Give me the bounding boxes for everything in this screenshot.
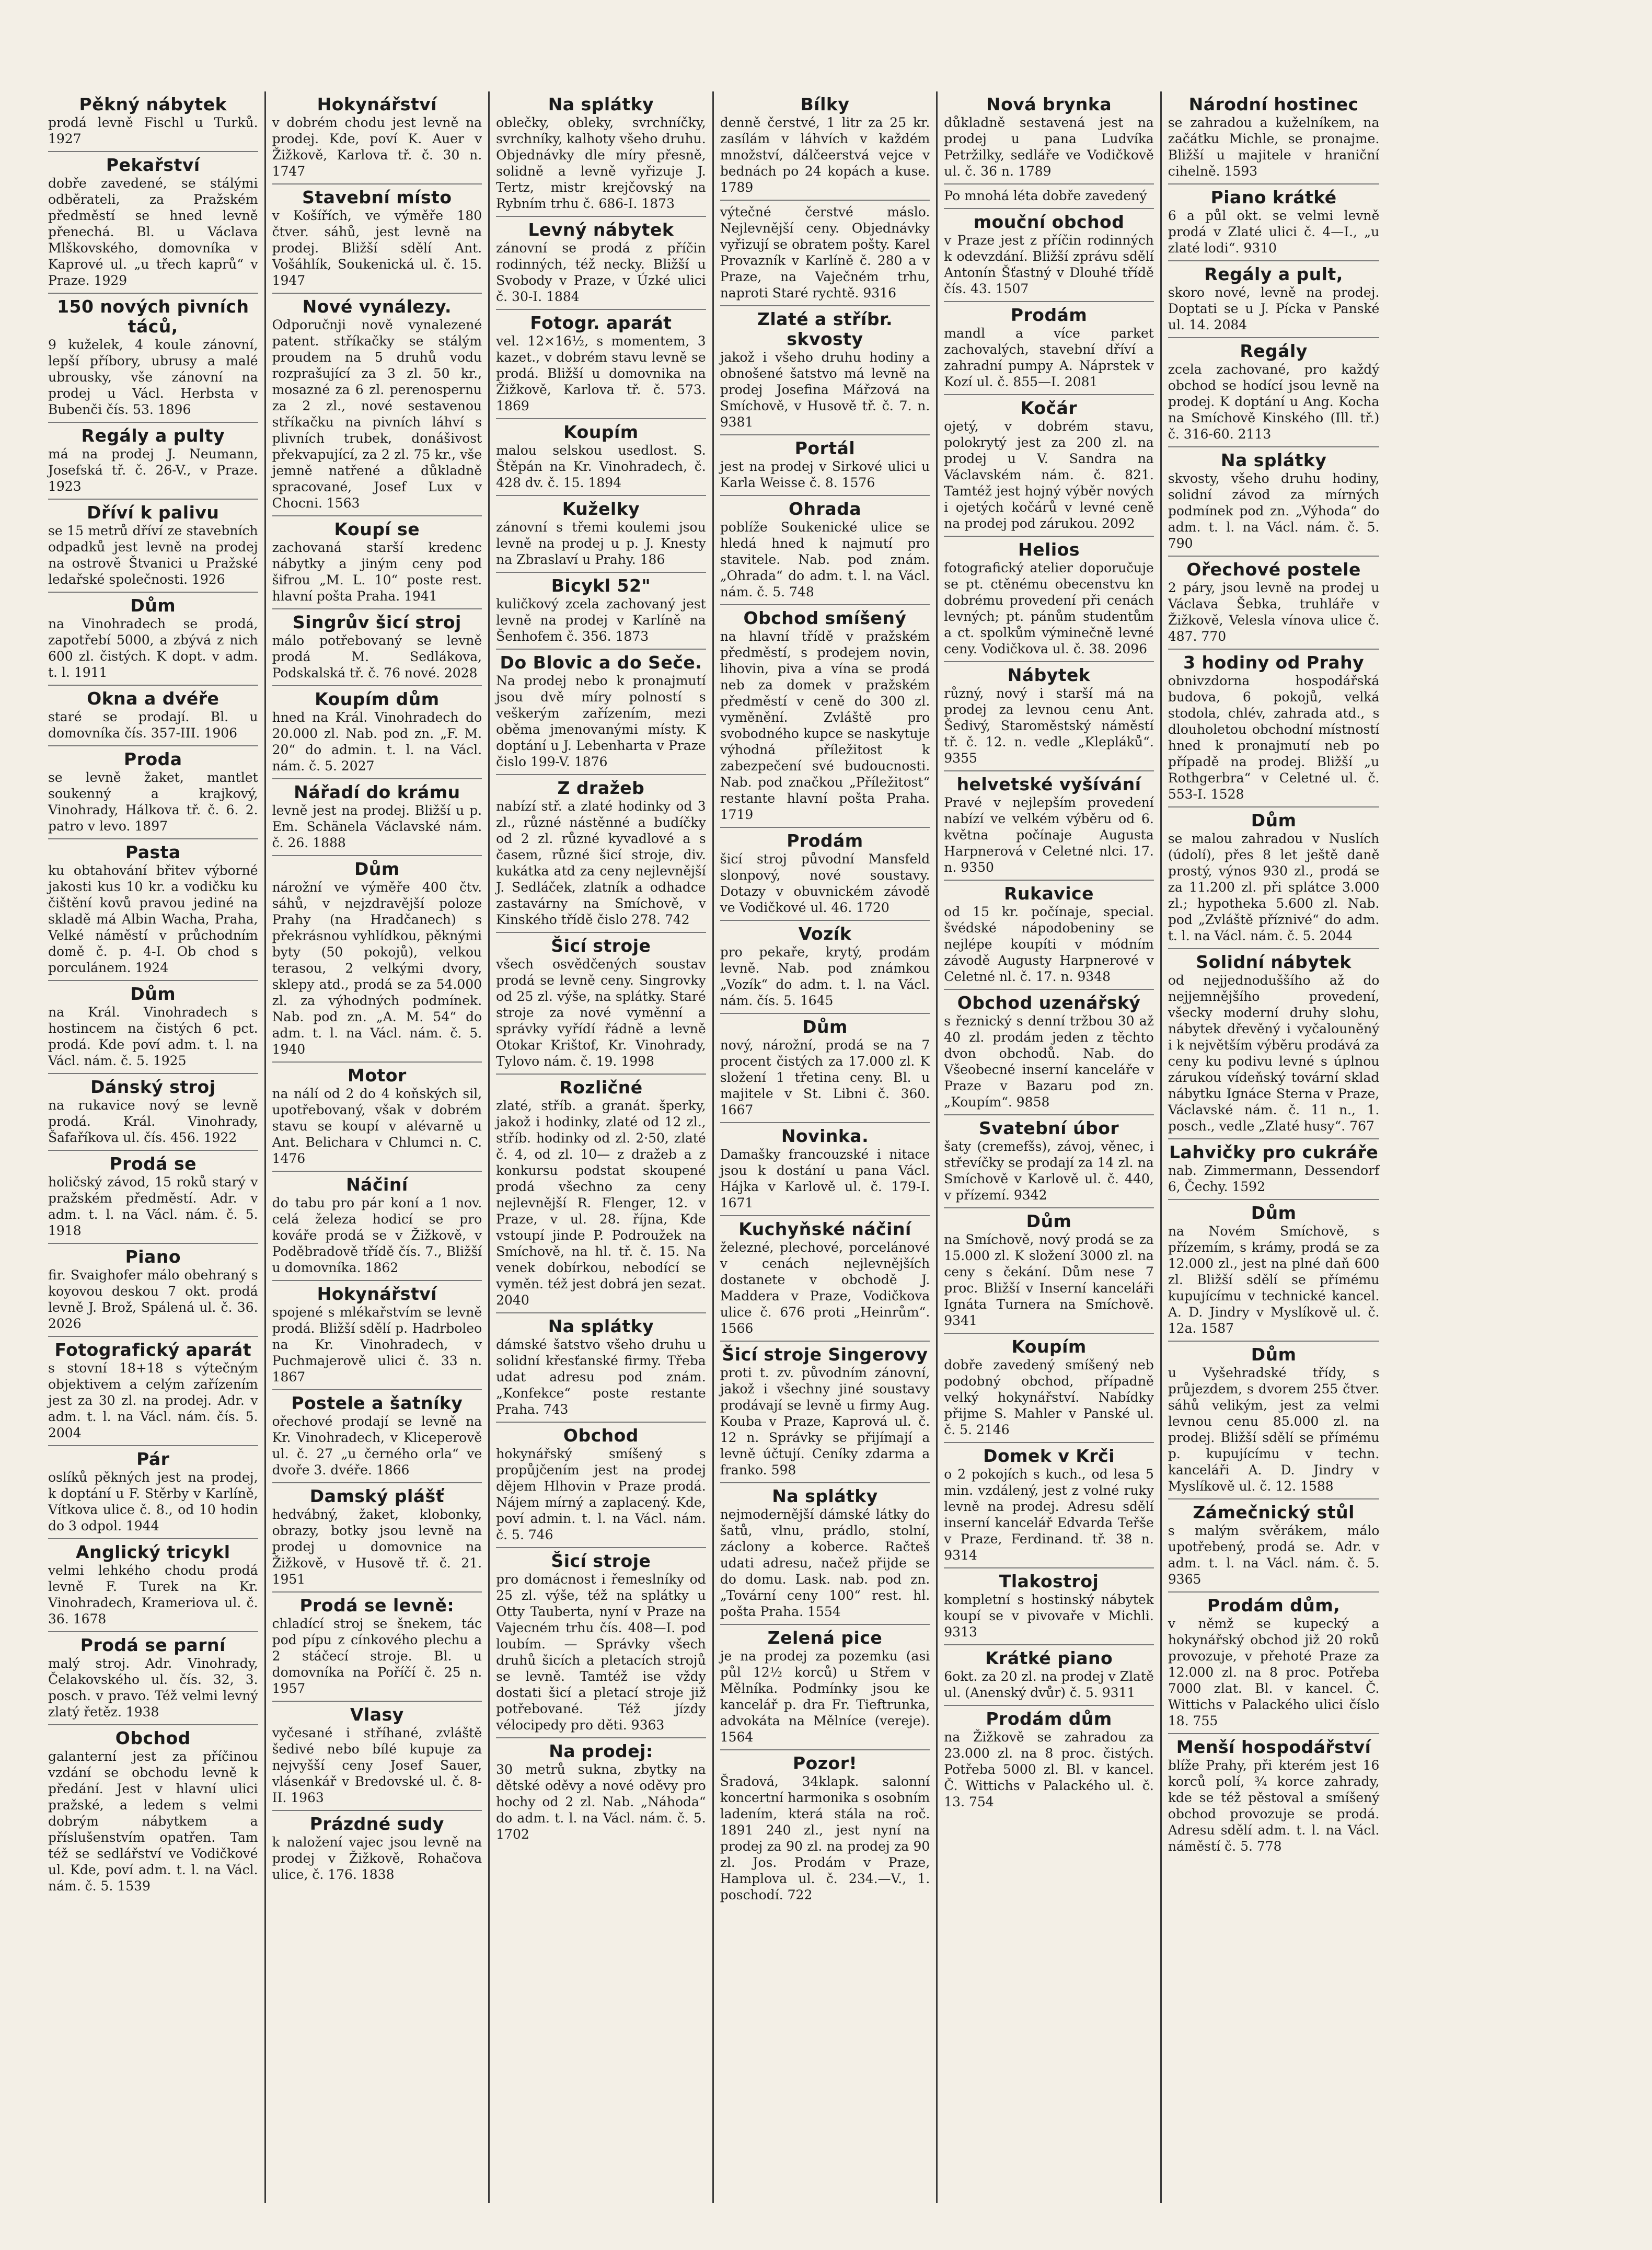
classified-ad xyxy=(272,686,482,779)
ad-body: denně čerstvé, 1 litr za 25 kr. zasílám v láhvích v každém množství, dálčeerstvá vejce v bednách po 24 kopách a kuse. 1789 xyxy=(720,115,930,195)
ad-heading: Nová brynka xyxy=(986,94,1112,114)
classified-ad xyxy=(1168,1593,1380,1734)
ad-heading: Prodá se parní xyxy=(80,1635,226,1655)
classified-ad xyxy=(272,1702,482,1811)
ad-heading: Krátké piano xyxy=(985,1648,1113,1668)
ad-column xyxy=(490,91,714,2203)
ad-body: se zahradou a kuželníkem, na začátku Michle, se pronajme. Bližší u majitele v hraniční cihelně. 1593 xyxy=(1168,115,1380,179)
ad-heading: Prázdné sudy xyxy=(309,1814,444,1834)
ad-body: na Vinohradech se prodá, zapotřebí 5000, a zbývá z nich 600 zl. čistých. K dopt. v adm. t. l. 1911 xyxy=(48,616,258,680)
classified-ad xyxy=(48,1244,258,1337)
ad-column xyxy=(266,91,490,2203)
classified-ad xyxy=(496,775,706,933)
ad-heading: Na splátky xyxy=(1220,450,1327,470)
classified-ad xyxy=(48,746,258,839)
classified-ad xyxy=(48,593,258,686)
ad-heading: Regály a pulty xyxy=(81,425,225,446)
ad-heading: mouční obchod xyxy=(973,212,1125,232)
ad-heading: Šicí stroje xyxy=(551,936,651,956)
ad-heading: Okna a dvéře xyxy=(87,688,220,709)
ad-body: vel. 12×16½, s momentem, 3 kazet., v dobrém stavu levně se prodá. Bližší u domovnika na Žižkově, Karlova tř. č. 573. 1869 xyxy=(496,333,706,413)
ad-body: proti t. zv. původním zánovní, jakož i všechny jiné soustavy prodávají se levně u firmy Aug. Kouba v Praze, Kaprová ul. č. 12 n. Správky se přijímají a levně účtují. Ceníky zdarma a franko. 598 xyxy=(720,1365,930,1478)
ad-heading: Domek v Krči xyxy=(983,1446,1115,1466)
ad-column xyxy=(42,91,266,2203)
ad-body: staré se prodají. Bl. u domovníka čís. 357-III. 1906 xyxy=(48,709,258,741)
classified-ad xyxy=(944,1208,1154,1334)
classified-ad xyxy=(272,294,482,516)
ad-body: u Vyšehradské třídy, s průjezdem, s dvorem 255 čtver. sáhů velikým, jest za velmi levnou cenu 85.000 zl. na prodej. Bližší sdělí se přímému p. kupujícímu v techn. kanceláři A. D. Jindry v Myslíkově ul. č. 12. 1588 xyxy=(1168,1365,1380,1494)
ad-heading: Ohrada xyxy=(789,499,861,519)
ad-heading: Prodám xyxy=(1010,305,1088,325)
ad-column xyxy=(938,91,1162,2203)
ad-heading: Dům xyxy=(802,1017,848,1037)
classified-ad xyxy=(720,201,930,306)
classified-ad xyxy=(944,302,1154,395)
ad-heading: Fotogr. aparát xyxy=(530,313,672,333)
ad-heading: Solidní nábytek xyxy=(1196,952,1351,972)
classified-ad xyxy=(48,294,258,423)
ad-body: na Novém Smíchově, s přízemím, s krámy, prodá se za 12.000 zl., jest na plné daň 600 zl. Bližší sdělí se přímému kupujícímu v technické kancel. A. D. Jindry v Myslíkově ul. č. 12a. 1587 xyxy=(1168,1224,1380,1336)
classified-ad xyxy=(496,1738,706,1847)
ad-body: málo potřebovaný se levně prodá M. Sedlákova, Podskalská tř. č. 76 nové. 2028 xyxy=(272,633,482,680)
ad-heading: Bicykl 52" xyxy=(551,575,651,596)
classified-ad xyxy=(944,91,1154,184)
ad-body: kuličkový zcela zachovaný jest levně na prodej v Karlíně na Šenhofem č. 356. 1873 xyxy=(496,596,706,644)
ad-heading: Obchod uzenářský xyxy=(957,993,1141,1013)
classified-ad xyxy=(48,91,258,152)
ad-heading: Na splátky xyxy=(772,1486,878,1506)
ad-body: Damašky francouzské i nitace jsou k dostání u pana Václ. Hájka v Karlově ul. č. 179-I. 1671 xyxy=(720,1147,930,1210)
classified-ad xyxy=(720,435,930,496)
ad-body: oslíků pěkných jest na prodej, k doptání u F. Stěrby v Karlíně, Vítkova ulice č. 8., od 10 hodin do 3 odpol. 1944 xyxy=(48,1470,258,1533)
ad-body: Na prodej nebo k pronajmutí jsou dvě míry polností s veškerým zařízením, mezi oběma jmenovanými místy. K doptání u J. Lebenharta v Praze čislo 199-V. 1876 xyxy=(496,673,706,769)
ad-body: nab. Zimmermann, Dessendorf 6, Čechy. 1592 xyxy=(1168,1163,1380,1194)
ad-heading: Náčiní xyxy=(346,1174,408,1195)
classified-ad xyxy=(944,990,1154,1115)
ad-heading: Pozor! xyxy=(792,1753,858,1773)
classified-ad xyxy=(1168,557,1380,650)
ad-body: skvosty, všeho druhu hodiny, solidní závod za mírných podmínek pod zn. „Výhoda“ do adm. t. l. na Václ. nám. č. 5. 790 xyxy=(1168,471,1380,551)
ad-heading: Dům xyxy=(130,984,176,1004)
ad-heading: Dům xyxy=(1251,810,1297,830)
ad-body: s stovní 18+18 s výtečným objektivem a celým zařízením jest za 30 zl. na prodej. Adr. v adm. t. l. na Václ. nám. čís. 5. 2004 xyxy=(48,1360,258,1440)
classified-ad xyxy=(720,1483,930,1625)
ad-heading: Zámečnický stůl xyxy=(1193,1502,1355,1522)
ad-heading: Obchod xyxy=(115,1728,191,1748)
ad-heading: Proda xyxy=(124,749,182,769)
ad-heading: Prodám xyxy=(787,830,863,851)
classified-ad xyxy=(48,500,258,593)
ad-body: 30 metrů sukna, zbytky na dětské oděvy a nové oděvy pro hochy od 2 zl. Nab. „Náhoda“ do adm. t. l. na Václ. nám. č. 5. 1702 xyxy=(496,1762,706,1842)
ad-heading: Zlaté a stříbr. skvosty xyxy=(757,309,893,349)
ad-body: pro pekaře, krytý, prodám levně. Nab. pod známkou „Vozík“ do adm. t. l. na Václ. nám. čís. 5. 1645 xyxy=(720,944,930,1008)
ad-body: různý, nový i starší má na prodej za levnou cenu Ant. Šedivý, Staroměstský náměstí tř. č. 12. n. vedle „Klepláků“. 9355 xyxy=(944,686,1154,766)
ad-heading: 3 hodiny od Prahy xyxy=(1183,652,1365,673)
ad-body: dobře zavedené, se stálými odběrateli, za Pražském předměstí se hned levně přenechá. Bl. u Václava Mlškovského, domovníka v Kaprové ul. „u třech kaprů“ v Praze. 1929 xyxy=(48,176,258,288)
classified-ad xyxy=(48,1446,258,1539)
classified-ad xyxy=(48,1725,258,1898)
ad-body: s malým svěrákem, málo upotřebený, prodá se. Adr. v adm. t. l. na Václ. nám. č. 5. 9365 xyxy=(1168,1523,1380,1587)
classified-ad xyxy=(944,1645,1154,1706)
ad-heading: Dánský stroj xyxy=(90,1077,216,1097)
ad-body: s řeznický s denní tržbou 30 až 40 zl. prodám jeden z těchto dvon obchodů. Nab. do Všeobecné inserní kanceláře v Praze v Bazaru pod zn. „Koupím“. 9858 xyxy=(944,1013,1154,1110)
classified-ad xyxy=(1168,184,1380,261)
ad-body: na Smíchově, nový prodá se za 15.000 zl. K složení 3000 zl. na ceny s čekání. Dům nese 7 proc. Bližší v Inserní kanceláři Ignáta Turnera na Smíchově. 9341 xyxy=(944,1232,1154,1328)
ad-body: všech osvědčených soustav prodá se levně ceny. Singrovky od 25 zl. výše, na splátky. Staré stroje za nové vyměnní a správky vyřídí řádně a levně Otokar Krištof, Kr. Vinohrady, Tylovo nám. č. 19. 1998 xyxy=(496,956,706,1069)
ad-body: poblíže Soukenické ulice se hledá hned k najmutí pro stavitele. Nab. pod znám. „Ohrada“ do adm. t. l. na Václ. nám. č. 5. 748 xyxy=(720,520,930,599)
classified-ad xyxy=(48,686,258,746)
ad-heading: Pár xyxy=(136,1449,170,1469)
ad-heading: Postele a šatníky xyxy=(291,1393,463,1413)
classified-ad xyxy=(272,609,482,686)
ad-heading: Dům xyxy=(1026,1211,1072,1231)
ad-body: malý stroj. Adr. Vinohrady, Čelakovského ul. čís. 32, 3. posch. v pravo. Též velmi levný zlatý řetěz. 1938 xyxy=(48,1656,258,1720)
classified-ad xyxy=(944,662,1154,771)
ad-heading: Singrův šicí stroj xyxy=(292,612,461,632)
ad-heading: Vlasy xyxy=(350,1704,404,1725)
ad-heading: Nářadí do krámu xyxy=(294,782,460,802)
ad-heading: Koupím dům xyxy=(315,689,440,709)
classified-ad xyxy=(272,1483,482,1593)
classified-ad xyxy=(944,1568,1154,1645)
ad-body: je na prodej za pozemku (asi půl 12¹⁄₂ korců) u Střem v Mělníka. Podmínky jsou ke kancelář p. dra Fr. Tieftrunka, advokáta na Mělníce (vereje). 1564 xyxy=(720,1648,930,1745)
classified-ad xyxy=(1168,1342,1380,1499)
classified-ad xyxy=(496,496,706,573)
ad-heading: Novinka. xyxy=(781,1126,869,1146)
classified-ad xyxy=(720,605,930,828)
ad-body: šaty (cremefšs), závoj, věnec, i střevíčky se prodají za 14 zl. na Smíchově v Karlově ul. č. 440, v přízemí. 9342 xyxy=(944,1139,1154,1203)
ad-heading: Stavební místo xyxy=(302,187,452,207)
ad-heading: Prodám dům xyxy=(986,1709,1112,1729)
ad-body: velmi lehkého chodu prodá levně F. Turek na Kr. Vinohradech, Krameriova ul. č. 36. 1678 xyxy=(48,1563,258,1626)
ad-body: výtečné čerstvé máslo. Nejlevnější ceny. Objednávky vyřizují se obratem pošty. Karel Provazník v Karlíně č. 280 a v Praze, na Vaječném trhu, naproti Staré rychtě. 9316 xyxy=(720,204,930,301)
ad-body: fotografický atelier doporučuje se pt. ctěnému obecenstvu kn dobrému provedení při cenách levných; pt. pánům studentům a ct. spolkům výminečně levné ceny. Vodičkova ul. č. 38. 2096 xyxy=(944,560,1154,656)
ad-body: o 2 pokojích s kuch., od lesa 5 min. vzdálený, jest z volné ruky levně na prodej. Adresu sdělí inserní kancelář Edvarda Teřše v Praze, Ferdinand. tř. 38 n. 9314 xyxy=(944,1467,1154,1563)
classified-ad xyxy=(944,184,1154,209)
classified-ad xyxy=(496,419,706,496)
ad-body: kompletní s hostinský nábytek koupí se v pivovaře v Michli. 9313 xyxy=(944,1592,1154,1640)
classified-ad xyxy=(48,839,258,981)
ad-body: nejmodernější dámské látky do šatů, vlnu, prádlo, stolní, záclony a koberce. Račteš udati adresu, načež přijde se do domu. Lask. nab. pod zn. „Tovární ceny 100“ rest. hl. pošta Praha. 1554 xyxy=(720,1507,930,1619)
ad-body: malou selskou usedlost. S. Štěpán na Kr. Vinohradech, č. 428 dv. č. 15. 1894 xyxy=(496,443,706,490)
ad-heading: Piano xyxy=(125,1247,181,1267)
classified-ad xyxy=(272,1281,482,1390)
ad-body: prodá levně Fischl u Turků. 1927 xyxy=(48,115,258,146)
ad-body: fir. Svaighofer málo obehraný s koyovou deskou 7 okt. prodá levně J. Brož, Spálená ul. č. 36. 2026 xyxy=(48,1267,258,1331)
ad-heading: Národní hostinec xyxy=(1188,94,1359,114)
ad-heading: Na splátky xyxy=(548,94,654,114)
ad-body: zcela zachované, pro každý obchod se hodící jsou levně na prodej. K doptání u Ang. Kocha na Smíchově Kinského (Ill. tř.) č. 316-60. 2113 xyxy=(1168,362,1380,442)
ad-heading: Kuželky xyxy=(562,499,640,519)
ad-heading: Pasta xyxy=(125,842,181,862)
ad-body: do tabu pro pár koní a 1 nov. celá železa hodicí se pro kováře prodá se v Žižkově, v Poděbradově třídě čís. 7., Bližší u domovníka. 1862 xyxy=(272,1195,482,1275)
classified-ad xyxy=(944,1706,1154,1814)
ad-heading: Dům xyxy=(354,859,400,879)
classified-ad xyxy=(496,1313,706,1423)
ad-heading: Hokynářství xyxy=(317,94,437,114)
ad-body: se levně žaket, mantlet soukenný a krajkový, Vinohrady, Hálkova tř. č. 6. 2. patro v levo. 1897 xyxy=(48,770,258,834)
ad-heading: Nové vynálezy. xyxy=(302,296,452,317)
ad-heading: Koupím xyxy=(1011,1336,1087,1357)
ad-body: Odporučnji nově vynalezené patent. stříkačky se stálým proudem na 5 druhů vodu rozprašující za 3 zl. 50 kr., mosazné za 6 zl. perenospernu za 2 zl., nové sestavenou stříkačku na pivních láhví s plivních trubek, donášivost překvapující, za 2 zl. 75 kr., vše jemně natřené a důkladně spracované, Josef Lux v Chocni. 1563 xyxy=(272,317,482,511)
classified-ad xyxy=(496,91,706,217)
classified-ad xyxy=(272,1063,482,1172)
ad-heading: Motor xyxy=(347,1065,407,1086)
ad-body: obnivzdorna hospodářská budova, 6 pokojů, velká stodola, chlév, zahrada atd., s dlouholetou obchodní místností hned k pronajmutí neb po případě na prodej. Bližší „u Rothgerbra“ v Celetné ul. č. 553-I. 1528 xyxy=(1168,673,1380,802)
ad-heading: Helios xyxy=(1018,539,1080,560)
ad-body: 9 kuželek, 4 koule zánovní, lepší příbory, ubrusy a malé ubrousky, vše zánovní na prodej u Václ. Herbsta v Bubenči čís. 53. 1896 xyxy=(48,337,258,417)
classified-ad xyxy=(1168,261,1380,338)
ad-heading: Na prodej: xyxy=(549,1741,653,1761)
classified-ad xyxy=(944,771,1154,881)
ad-heading: Na splátky xyxy=(548,1316,654,1336)
ad-body: blíže Prahy, při kterém jest 16 korců polí, ³⁄₄ korce zahrady, kde se též pěstoval a smíšený obchod provozuje se prodá. Adresu sdělí adm. t. l. na Václ. náměstí č. 5. 778 xyxy=(1168,1758,1380,1854)
ad-heading: Svatební úbor xyxy=(978,1118,1119,1138)
ad-heading: Portál xyxy=(794,438,856,458)
ad-body: Pravé v nejlepším provedení nabízí ve velkém výběru od 6. května počínaje Augusta Harpnerová v Celetné nlci. 17. n. 9350 xyxy=(944,795,1154,875)
ad-body: v Praze jest z příčin rodinných k odevzdání. Bližší zprávu sdělí Antonín Šťastný v Dlouhé třídě čís. 43. 1507 xyxy=(944,233,1154,296)
ad-heading: Do Blovic a do Seče. xyxy=(500,652,702,673)
classified-ad xyxy=(272,1811,482,1887)
ad-body: levně jest na prodej. Bližší u p. Em. Schänela Václavské nám. č. 26. 1888 xyxy=(272,803,482,850)
ad-heading: Tlakostroj xyxy=(999,1571,1099,1591)
classified-ad xyxy=(272,856,482,1063)
ad-body: 6okt. za 20 zl. na prodej v Zlatě ul. (Anenský dvůr) č. 5. 9311 xyxy=(944,1669,1154,1700)
ad-heading: Kočár xyxy=(1020,398,1078,418)
ad-body: má na prodej J. Neumann, Josefská tř. č. 26-V., v Praze. 1923 xyxy=(48,446,258,494)
ad-body: železné, plechové, porcelánové v cenách nejlevnějších dostanete v obchodě J. Maddera v Praze, Vodičkova ulice č. 676 proti „Heinrům“. 1566 xyxy=(720,1240,930,1336)
ad-body: na rukavice nový se levně prodá. Král. Vinohrady, Šafaříkova ul. čís. 456. 1922 xyxy=(48,1098,258,1145)
classified-ad xyxy=(272,516,482,609)
ad-column xyxy=(714,91,938,2203)
ad-body: galanterní jest za příčinou vzdání se obchodu levně k předání. Jest v hlavní ulici pražské, a ledem s velmi dobrým nábytkem a příslušenstvím opatřen. Tam též se sedlářství ve Vodičkové ul. Kde, poví adm. t. l. na Václ. nám. č. 5. 1539 xyxy=(48,1749,258,1894)
ad-heading: Anglický tricykl xyxy=(76,1542,230,1562)
ad-heading: Obchod xyxy=(563,1425,639,1446)
ad-heading: 150 nových pivních táců, xyxy=(57,296,249,337)
ad-body: nový, nárožní, prodá se na 7 procent čistých za 17.000 zl. K složení 1 třetina ceny. Bl. u majitele v St. Libni č. 360. 1667 xyxy=(720,1037,930,1117)
ad-body: na Žižkově se zahradou za 23.000 zl. na 8 proc. čistých. Potřeba 5000 zl. Bl. v kancel. Č. Wittichs v Palackého ul. č. 13. 754 xyxy=(944,1729,1154,1809)
ad-heading: Dům xyxy=(1251,1344,1297,1365)
ad-body: holičský závod, 15 roků starý v pražském předměstí. Adr. v adm. t. l. na Václ. nám. č. 5. 1918 xyxy=(48,1174,258,1238)
ad-heading: Prodám dům, xyxy=(1207,1595,1341,1616)
classified-ad xyxy=(720,306,930,435)
classified-ad xyxy=(48,152,258,294)
classified-ad xyxy=(48,981,258,1074)
ad-body: na nálí od 2 do 4 koňských sil, upotřebovaný, však v dobrém stavu se koupí v alévarně u Ant. Belichara v Chlumci n. C. 1476 xyxy=(272,1086,482,1166)
ad-heading: Dříví k palivu xyxy=(87,502,220,523)
ad-heading: Levný nábytek xyxy=(528,220,674,240)
classified-ad xyxy=(496,1548,706,1738)
ad-body: Šradová, 34klapk. salonní koncertní harmonika s osobním ladením, která stála na roč. 1891 240 zl., jest nyní na prodej za 90 zl. na prodej za 90 zl. Jos. Prodám v Praze, Hamplova ul. č. 234.—V., 1. poschodí. 722 xyxy=(720,1774,930,1902)
classified-ad xyxy=(496,1423,706,1548)
classified-ad xyxy=(1168,91,1380,184)
classified-ad xyxy=(720,1216,930,1342)
ad-body: v němž se kupecký a hokynářský obchod již 20 roků provozuje, v přehoté Praze za 12.000 zl. na 8 proc. Potřeba 7000 zlat. Bl. v kancel. Č. Wittichs v Palackého ulici číslo 18. 755 xyxy=(1168,1616,1380,1728)
classified-ad xyxy=(496,650,706,775)
classified-ad xyxy=(1168,650,1380,807)
ad-body: nárožní ve výměře 400 čtv. sáhů, v nejzdravější poloze Prahy (na Hradčanech) s překrásnou vyhlídkou, pěknými byty (50 pokojů), velkou terasou, 2 velkými dvory, sklepy atd., prodá se za 54.000 zl. za výhodných podmínek. Nab. pod zn. „A. M. 54“ do adm. t. l. na Václ. nám. č. 5. 1940 xyxy=(272,880,482,1057)
classified-ad xyxy=(1168,807,1380,949)
ad-body: jakož i všeho druhu hodiny a obnošené šatstvo má levně na prodej Josefina Mářzová na Smíchově, v Husově tř. č. 7. n. 9381 xyxy=(720,350,930,430)
ad-body: zánovní s třemi koulemi jsou levně na prodej u p. J. Knesty na Zbraslaví u Prahy. 186 xyxy=(496,520,706,567)
ad-heading: Ořechové postele xyxy=(1186,559,1361,580)
classified-ad xyxy=(944,395,1154,537)
classified-ad xyxy=(48,423,258,500)
classified-ad xyxy=(1168,1499,1380,1593)
ad-body: jest na prodej v Sirkové ulici u Karla Weisse č. 8. 1576 xyxy=(720,459,930,490)
ad-heading: Regály xyxy=(1240,341,1308,361)
ad-body: nabízí stř. a zlaté hodinky od 3 zl., různé nástěnné a budíčky od 2 zl. různé kyvadlové a s časem, různé šicí stroje, div. kukátka atd za ceny nejlevnější J. Sedláček, zlatník a odhadce zastavárny na Smíchově, v Kinského třídě čislo 278. 742 xyxy=(496,799,706,927)
classified-ad xyxy=(944,1115,1154,1208)
ad-body: 6 a půl okt. se velmi levně prodá v Zlaté ulici č. 4—I., „u zlaté lodi“. 9310 xyxy=(1168,208,1380,256)
ad-body: dámské šatstvo všeho druhu u solidní křesťanské firmy. Třeba udat adresu pod znám. „Konfekce“ poste restante Praha. 743 xyxy=(496,1337,706,1417)
ad-body: oblečky, obleky, svrchníčky, svrchníky, kalhoty všeho druhu. Objednávky dle míry přesně, solidně a levně vyřizuje J. Tertz, mistr krejčovský na Rybním trhu č. 686-I. 1873 xyxy=(496,115,706,211)
ad-body: skoro nové, levně na prodej. Doptati se u J. Pícka v Panské ul. 14. 2084 xyxy=(1168,285,1380,332)
ad-heading: Piano krátké xyxy=(1210,187,1337,207)
ad-body: zlaté, stříb. a granát. šperky, jakož i hodinky, zlaté od 12 zl., stříb. hodinky od zl. 2·50, zlaté č. 4, od zl. 10— z dražeb a z konkursu podstat skoupené prodá všechno za ceny nejlevnější R. Flenger, 12. v Praze, v ul. 28. října, Kde vstoupí jinde P. Podroužek na Smíchově, na hl. tř. č. 15. Na venek dobírkou, nebodící se vyměn. též jest dobrá jen sezat. 2040 xyxy=(496,1098,706,1308)
ad-heading: Rozličné xyxy=(559,1077,643,1098)
ad-heading: Fotografický aparát xyxy=(54,1340,252,1360)
ad-body: 2 páry, jsou levně na prodej u Václava Šebka, truhláře v Žižkově, Velesla vínova ulice č. 487. 770 xyxy=(1168,580,1380,644)
ad-body: v dobrém chodu jest levně na prodej. Kde, poví K. Auer v Žižkově, Karlova tř. č. 30 n. 1747 xyxy=(272,115,482,179)
ad-heading: Prodá se levně: xyxy=(299,1595,455,1616)
classified-ad xyxy=(944,537,1154,662)
classified-ad xyxy=(1168,1200,1380,1342)
ad-body: od 15 kr. počínaje, special. švédské nápodobeniny se nejlépe koupíti v módním závodě Augusty Harpnerové v Celetné nl. č. 17. n. 9348 xyxy=(944,904,1154,984)
ad-heading: Hokynářství xyxy=(317,1284,437,1304)
ad-heading: Menší hospodářství xyxy=(1176,1737,1371,1757)
ad-heading: Dům xyxy=(130,595,176,616)
classified-ad xyxy=(272,779,482,856)
classified-ad xyxy=(496,573,706,650)
ad-body: dobře zavedený smíšený neb podobný obchod, případně velký hokynářství. Nabídky přijme S. Mahler v Panské ul. č. 5. 2146 xyxy=(944,1357,1154,1437)
ad-heading: Pěkný nábytek xyxy=(79,94,227,114)
ad-body: ojetý, v dobrém stavu, polokrytý jest za 200 zl. na prodej u V. Sandra na Václavském nám. č. 821. Tamtéž jest hojný výběr nových i ojetých kočárů v levné ceně na prodej pod zárukou. 2092 xyxy=(944,419,1154,531)
ad-body: od nejjednoduššího až do nejjemnějšího provedení, všecky moderní druhy slohu, nábytek dřevěný i vyčalouněný i k největším výběru prodává za ceny ku podivu levné s úplnou zárukou vídeňský tovární sklad nábytku Ignáce Sterna v Praze, Václavské nám. č. 11 n., 1. posch., vedle „Zlaté husy“. 767 xyxy=(1168,973,1380,1134)
classified-ad xyxy=(1168,447,1380,557)
classified-ad xyxy=(720,1625,930,1750)
ad-heading: Vozík xyxy=(798,924,852,944)
ad-columns xyxy=(42,91,1610,2203)
classified-ad xyxy=(48,1074,258,1151)
classified-ad xyxy=(944,209,1154,302)
ad-heading: Koupím xyxy=(563,422,639,442)
classified-ad xyxy=(1168,949,1380,1139)
ad-heading: helvetské vyšívání xyxy=(956,774,1141,794)
ad-body: se malou zahradou v Nuslích (údolí), přes 8 let ještě daně prostý, výnos 930 zl., prodá se za 11.200 zl. při splátce 3.000 zl.; hypotheka 5.600 zl. Nab. pod „Zvláště příznivé“ do adm. t. l. na Václ. nám. č. 5. 2044 xyxy=(1168,831,1380,943)
classified-ad xyxy=(720,1014,930,1123)
ad-heading: Dům xyxy=(1251,1203,1297,1223)
ad-heading: Damský plášť xyxy=(309,1486,444,1506)
classified-ad xyxy=(272,1172,482,1281)
classified-ad xyxy=(720,1123,930,1216)
ad-heading: Regály a pult, xyxy=(1204,264,1343,284)
classified-ad xyxy=(496,310,706,419)
ad-body: vyčesané i stříhané, zvláště šedivé nebo bílé kupuje za nejvyšší ceny Josef Sauer, vlásenkář v Bredovské ul. č. 8-II. 1963 xyxy=(272,1725,482,1805)
classified-ad xyxy=(944,881,1154,990)
ad-body: spojené s mlékařstvím se levně prodá. Bližší sdělí p. Hadrboleo na Kr. Vinohradech, v Puchmajerově ulici č. 33 n. 1867 xyxy=(272,1305,482,1384)
classified-ad xyxy=(496,1075,706,1313)
classified-ad xyxy=(720,1342,930,1483)
classified-ad xyxy=(1168,1734,1380,1859)
classified-ad xyxy=(272,1593,482,1702)
ad-body: ku obtahování břitev výborné jakosti kus 10 kr. a vodičku ku čištění kovů pravou jediné na skladě má Albin Wacha, Praha, Velké náměstí v průchodním domě č. p. 4-I. Ob chod s porculánem. 1924 xyxy=(48,863,258,975)
ad-heading: Z dražeb xyxy=(557,778,645,798)
ad-body: pro domácnost i řemeslníky od 25 zl. výše, též na splátky u Otty Tauberta, nyní v Praze na Vajecném trhu čís. 408—I. pod loubím. — Správky všech druhů šicích a pletacích strojů se levně. Tamtéž ise vždy dostati šicí a pletací stroje již potřebované. Též jízdy vélocipedy pro děti. 9363 xyxy=(496,1572,706,1733)
classified-ad xyxy=(1168,1139,1380,1200)
ad-body: hokynářský smíšený s propůjčením jest na prodej dějem Hlhovin v Praze prodá. Nájem mírný a zaplacený. Kde, poví admin. t. l. na Václ. nám. č. 5. 746 xyxy=(496,1446,706,1542)
ad-body: chladící stroj se šnekem, tác pod pípu z cínkového plechu a 2 stáčecí stroje. Bl. u domovníka na Poříčí č. 25 n. 1957 xyxy=(272,1616,482,1696)
classified-ad xyxy=(48,1539,258,1632)
classified-ad xyxy=(720,828,930,921)
classified-ad xyxy=(496,933,706,1075)
ad-heading: Šicí stroje Singerovy xyxy=(722,1344,928,1365)
ad-heading: Bílky xyxy=(800,94,850,114)
ad-body: na Král. Vinohradech s hostincem na čistých 6 pct. prodá. Kde poví adm. t. l. na Václ. nám. č. 5. 1925 xyxy=(48,1005,258,1068)
ad-body: v Košířích, ve výměře 180 čtver. sáhů, jest levně na prodej. Bližší sdělí Ant. Vošáhlík, Soukenická ul. č. 15. 1947 xyxy=(272,208,482,288)
ad-heading: Lahvičky pro cukráře xyxy=(1169,1142,1379,1162)
ad-body: zánovní se prodá z příčin rodinných, též necky. Bližší u Svobody v Praze, v Úzké ulici č. 30-I. 1884 xyxy=(496,240,706,304)
ad-body: k naložení vajec jsou levně na prodej v Žižkově, Rohačova ulice, č. 176. 1838 xyxy=(272,1834,482,1882)
classified-ad xyxy=(720,496,930,605)
ad-body: důkladně sestavená jest na prodej u pana Ludvíka Petržilky, sedláře ve Vodičkově ul. č. 36 n. 1789 xyxy=(944,115,1154,179)
ad-heading: Prodá se xyxy=(109,1153,197,1174)
ad-heading: Zelená pice xyxy=(767,1628,883,1648)
ad-body: ořechové prodají se levně na Kr. Vinohradech, v Kliceperově ul. č. 27 „u černého orla“ ve dvoře 3. dvéře. 1866 xyxy=(272,1414,482,1478)
classified-ad xyxy=(1168,338,1380,447)
ad-body: šicí stroj původní Mansfeld slonpový, nové soustavy. Dotazy v obuvnickém závodě ve Vodičkové ul. 46. 1720 xyxy=(720,851,930,915)
ad-heading: Kuchyňské náčiní xyxy=(738,1219,911,1239)
ad-heading: Obchod smíšený xyxy=(743,608,907,628)
classified-ad xyxy=(272,91,482,184)
ad-body: hedvábný, žaket, klobonky, obrazy, botky jsou levně na prodej u domovnice na Žižkově, v Husově tř. č. 21. 1951 xyxy=(272,1507,482,1587)
classified-ad xyxy=(272,1390,482,1483)
classified-ad xyxy=(720,921,930,1014)
ad-heading: Šicí stroje xyxy=(551,1551,651,1571)
classified-ad xyxy=(720,1750,930,1907)
ad-body: hned na Král. Vinohradech do 20.000 zl. Nab. pod zn. „F. M. 20“ do admin. t. l. na Václ. nám. č. 5. 2027 xyxy=(272,710,482,774)
ad-heading: Koupí se xyxy=(334,519,420,539)
classified-ad xyxy=(496,217,706,310)
ad-body: na hlavní třídě v pražském předměstí, s prodejem novin, lihovin, piva a vína se prodá neb za domek v pražském předměstí v ceně do 300 zl. vyměnění. Zvláště pro svobodného kupce se naskytuje výhodná příležitost k zabezpečení své budoucnosti. Nab. pod značkou „Příležitost“ restante hlavní pošta Praha. 1719 xyxy=(720,629,930,822)
classified-ad xyxy=(48,1337,258,1446)
classified-ad xyxy=(48,1632,258,1725)
ad-column xyxy=(1162,91,1386,2203)
ad-body: zachovaná starší kredenc nábytky a jiným ceny pod šifrou „M. L. 10“ poste rest. hlavní pošta Praha. 1941 xyxy=(272,540,482,604)
classified-ad xyxy=(944,1443,1154,1568)
ad-heading: Rukavice xyxy=(1004,883,1094,904)
ad-body: Po mnohá léta dobře zavedený xyxy=(944,188,1147,203)
classified-ad xyxy=(48,1151,258,1244)
ad-heading: Nábytek xyxy=(1007,665,1091,685)
ad-heading: Pekařství xyxy=(106,155,200,175)
ad-body: mandl a více parket zachovalých, stavební dříví a zahradní pumpy A. Náprstek v Kozí ul. č. 855—I. 2081 xyxy=(944,326,1154,389)
classified-ad xyxy=(944,1334,1154,1443)
ad-body: se 15 metrů dříví ze stavebních odpadků jest levně na prodej na ostrově Štvanici u Pražské ledařské společnosti. 1926 xyxy=(48,523,258,587)
classified-ad xyxy=(720,91,930,201)
classified-ad xyxy=(272,184,482,294)
